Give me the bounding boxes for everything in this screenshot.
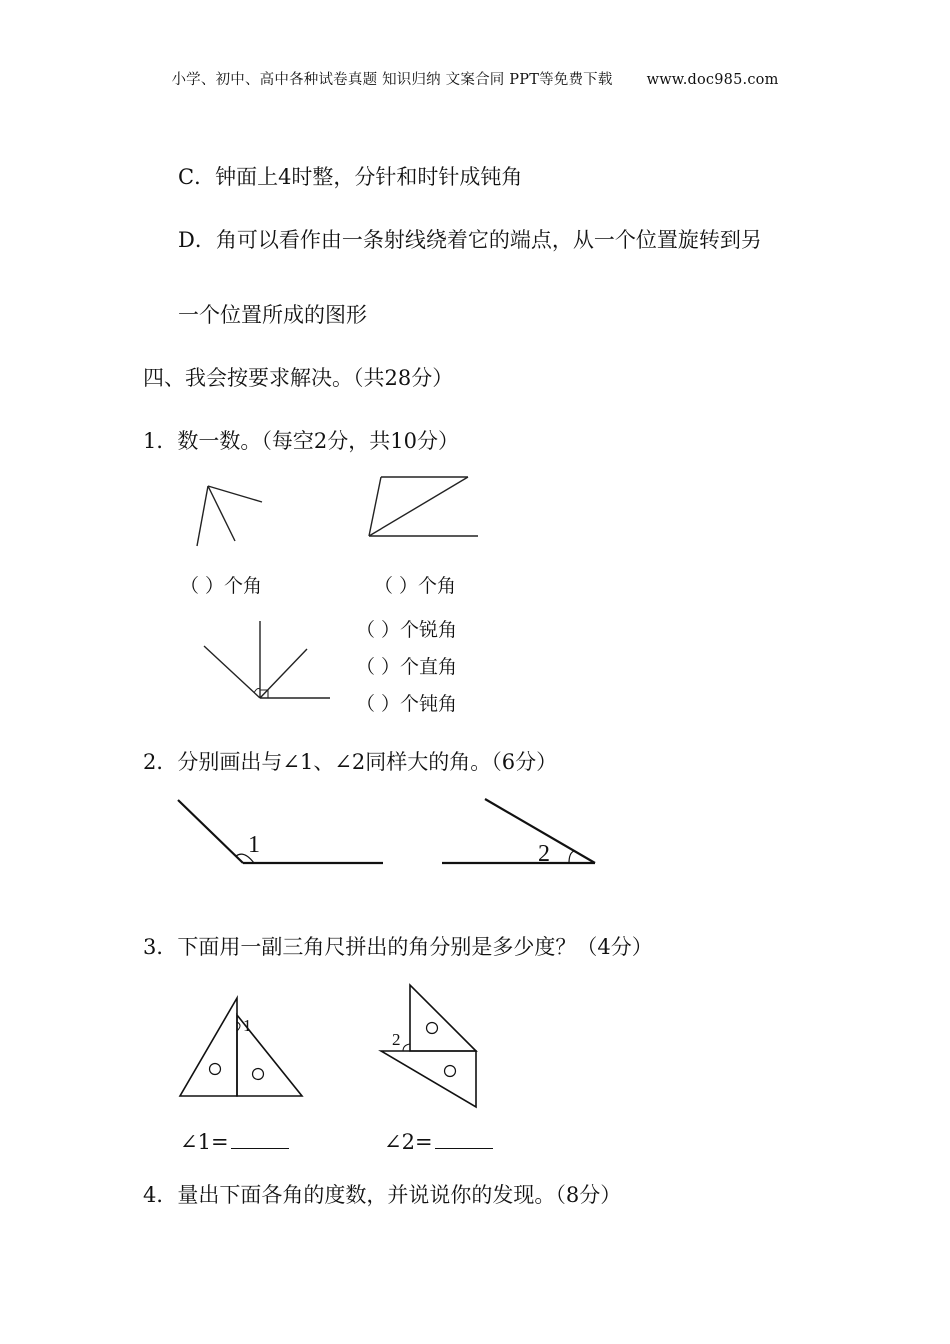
q1-fig1-label: （ ）个角	[180, 575, 263, 597]
hole-circle-icon	[210, 1064, 221, 1075]
q3-angle-1-label: 1	[243, 1016, 252, 1035]
q3-angle-2-label: 2	[392, 1030, 401, 1049]
q3-answer-1	[180, 1130, 289, 1154]
q2-angles-figure	[170, 790, 610, 880]
q3-figure-2	[381, 985, 476, 1107]
q3-answer-1-blank[interactable]	[231, 1130, 289, 1149]
q3-figure-1	[180, 998, 302, 1096]
q2-angle-2	[442, 799, 595, 867]
q1-title: 1．数一数。（每空2分，共10分）	[143, 429, 459, 453]
q4-title: 4．量出下面各角的度数，并说说你的发现。（8分）	[143, 1183, 622, 1207]
q2-angle-1	[178, 800, 383, 863]
q3-eq2-label: ∠2=	[384, 1130, 433, 1154]
q1-angle-figure	[197, 486, 262, 546]
q1-right-label: （ ）个直角	[356, 656, 458, 678]
q1-fan-figure	[195, 615, 335, 705]
q2-title: 2．分别画出与∠1、∠2同样大的角。（6分）	[143, 750, 558, 774]
hole-circle-icon	[445, 1066, 456, 1077]
q3-title: 3．下面用一副三角尺拼出的角分别是多少度？（4分）	[143, 935, 653, 959]
hole-circle-icon	[427, 1023, 438, 1034]
q1-triangle-figure	[369, 477, 478, 536]
q3-answer-2-blank[interactable]	[435, 1130, 493, 1149]
page-header	[0, 68, 950, 89]
q2-angle-1-label: 1	[248, 832, 260, 858]
header-text: 小学、初中、高中各种试卷真题 知识归纳 文案合同 PPT等免费下载	[171, 72, 613, 88]
section4-title: 四、我会按要求解决。（共28分）	[143, 366, 454, 390]
hole-circle-icon	[253, 1069, 264, 1080]
option-d-line1: D．角可以看作由一条射线绕着它的端点，从一个位置旋转到另	[178, 228, 762, 252]
q3-triangles-figure	[170, 975, 500, 1115]
q1-acute-label: （ ）个锐角	[356, 619, 458, 641]
q3-eq1-label: ∠1=	[180, 1130, 229, 1154]
q3-answer-2	[384, 1130, 493, 1154]
q1-obtuse-label: （ ）个钝角	[356, 693, 458, 715]
header-url[interactable]: www.doc985.com	[646, 72, 779, 88]
option-c: C．钟面上4时整，分针和时针成钝角	[178, 165, 523, 189]
q1-fig2-label: （ ）个角	[374, 575, 457, 597]
q2-angle-2-label: 2	[538, 841, 550, 867]
option-d-line2: 一个位置所成的图形	[178, 303, 367, 327]
q1-figures-top	[190, 470, 490, 550]
